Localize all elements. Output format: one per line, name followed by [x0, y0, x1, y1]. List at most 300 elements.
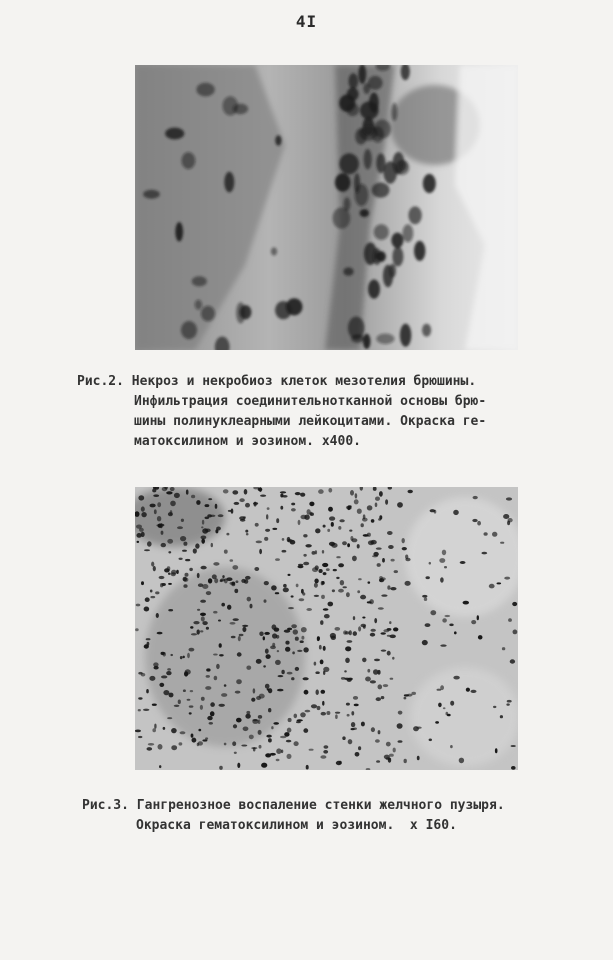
leukocyte-dot [241, 579, 246, 583]
leukocyte-dot [322, 550, 324, 554]
leukocyte-dot [331, 522, 334, 527]
leukocyte-dot [394, 570, 398, 573]
leukocyte-dot [493, 706, 496, 708]
leukocyte-dot [367, 533, 371, 537]
leukocyte-dot [183, 542, 187, 546]
leukocyte-dot [336, 577, 339, 579]
leukocyte-dot [327, 529, 330, 532]
leukocyte-dot [303, 647, 308, 652]
leukocyte-dot [471, 620, 476, 624]
leukocyte-dot [294, 741, 299, 746]
cell-nucleus [374, 224, 389, 240]
leukocyte-dot [318, 489, 324, 494]
leukocyte-dot [224, 550, 228, 554]
leukocyte-dot [197, 609, 200, 611]
leukocyte-dot [147, 747, 153, 751]
leukocyte-dot [141, 512, 146, 517]
leukocyte-dot [183, 689, 186, 692]
cell-nucleus [383, 265, 393, 288]
leukocyte-dot [434, 510, 437, 514]
leukocyte-dot [319, 569, 323, 573]
leukocyte-dot [344, 670, 347, 672]
leukocyte-dot [376, 547, 382, 549]
leukocyte-dot [205, 504, 210, 507]
leukocyte-dot [321, 690, 326, 694]
leukocyte-dot [233, 724, 237, 728]
leukocyte-dot [280, 506, 283, 510]
cell-nucleus [355, 184, 369, 206]
cell-nucleus [355, 128, 367, 144]
leukocyte-dot [236, 679, 242, 684]
leukocyte-dot [259, 549, 262, 554]
leukocyte-dot [283, 588, 289, 593]
leukocyte-dot [404, 759, 407, 763]
leukocyte-dot [160, 583, 163, 587]
leukocyte-dot [271, 585, 277, 590]
leukocyte-dot [280, 736, 286, 738]
leukocyte-dot [168, 583, 172, 585]
leukocyte-dot [382, 558, 385, 563]
leukocyte-dot [349, 630, 352, 635]
leukocyte-dot [295, 492, 301, 495]
cell-nucleus [339, 153, 359, 174]
leukocyte-dot [268, 738, 272, 742]
leukocyte-dot [328, 488, 332, 493]
leukocyte-dot [321, 712, 326, 716]
leukocyte-dot [322, 581, 325, 585]
leukocyte-dot [315, 565, 319, 570]
leukocyte-dot [303, 728, 308, 733]
leukocyte-dot [368, 581, 371, 583]
leukocyte-dot [371, 629, 376, 632]
leukocyte-dot [304, 690, 309, 695]
cell-nucleus [196, 83, 214, 97]
leukocyte-dot [253, 688, 256, 693]
leukocyte-dot [426, 576, 430, 579]
caption-line: Рис.3. Гангренозное воспаление стенки желчного пузыря. [82, 798, 505, 813]
leukocyte-dot [506, 497, 512, 500]
leukocyte-dot [323, 525, 326, 528]
leukocyte-dot [299, 598, 305, 601]
leukocyte-dot [200, 613, 206, 616]
leukocyte-dot [158, 744, 163, 750]
leukocyte-dot [242, 625, 248, 627]
leukocyte-dot [512, 602, 517, 606]
leukocyte-dot [144, 549, 150, 551]
leukocyte-dot [300, 493, 305, 497]
leukocyte-dot [375, 739, 380, 743]
leukocyte-dot [417, 756, 420, 761]
leukocyte-dot [265, 649, 269, 654]
leukocyte-dot [214, 676, 218, 681]
cell-nucleus [360, 209, 369, 217]
leukocyte-dot [151, 562, 154, 567]
leukocyte-dot [500, 715, 503, 718]
leukocyte-dot [297, 650, 302, 652]
leukocyte-dot [291, 595, 294, 597]
leukocyte-dot [378, 730, 381, 734]
leukocyte-dot [331, 543, 337, 548]
leukocyte-dot [245, 714, 250, 719]
cell-nucleus [391, 233, 403, 248]
leukocyte-dot [246, 533, 249, 535]
leukocyte-dot [309, 502, 314, 507]
leukocyte-dot [215, 529, 218, 533]
leukocyte-dot [416, 727, 421, 729]
leukocyte-dot [367, 669, 370, 673]
leukocyte-dot [295, 667, 299, 671]
leukocyte-dot [301, 627, 307, 632]
leukocyte-dot [507, 700, 512, 703]
leukocyte-dot [147, 642, 150, 646]
leukocyte-dot [236, 718, 242, 723]
leukocyte-dot [408, 490, 413, 493]
cell-nucleus [376, 153, 385, 173]
leukocyte-dot [303, 534, 307, 537]
leukocyte-dot [335, 627, 341, 631]
leukocyte-dot [202, 621, 207, 625]
leukocyte-dot [280, 491, 286, 493]
leukocyte-dot [243, 727, 249, 732]
leukocyte-dot [145, 597, 150, 602]
leukocyte-dot [231, 636, 236, 639]
cell-nucleus [363, 334, 371, 349]
leukocyte-dot [242, 627, 246, 632]
leukocyte-dot [182, 550, 187, 552]
leukocyte-dot [238, 636, 241, 641]
leukocyte-dot [390, 587, 396, 590]
leukocyte-dot [324, 745, 329, 748]
leukocyte-dot [200, 630, 203, 632]
leukocyte-dot [186, 490, 189, 495]
leukocyte-dot [213, 654, 218, 656]
leukocyte-dot [304, 515, 309, 520]
leukocyte-dot [277, 650, 279, 652]
leukocyte-dot [361, 624, 367, 628]
leukocyte-dot [317, 706, 321, 710]
leukocyte-dot [259, 745, 262, 749]
leukocyte-dot [435, 721, 439, 724]
leukocyte-dot [373, 669, 378, 675]
micrograph-figure-3 [135, 487, 518, 770]
leukocyte-dot [157, 502, 161, 507]
leukocyte-dot [232, 565, 238, 570]
leukocyte-dot [389, 754, 394, 757]
leukocyte-dot [513, 630, 518, 635]
leukocyte-dot [389, 621, 391, 624]
leukocyte-dot [266, 735, 271, 738]
leukocyte-dot [168, 551, 171, 553]
leukocyte-dot [503, 514, 509, 519]
leukocyte-dot [439, 558, 445, 563]
leukocyte-dot [291, 503, 295, 506]
leukocyte-dot [146, 689, 149, 693]
leukocyte-dot [256, 696, 261, 700]
leukocyte-dot [179, 742, 183, 745]
leukocyte-dot [343, 630, 347, 634]
leukocyte-dot [370, 540, 376, 545]
leukocyte-dot [405, 558, 410, 562]
leukocyte-dot [247, 597, 251, 602]
cell-nucleus [400, 160, 407, 170]
leukocyte-dot [338, 589, 344, 593]
leukocyte-dot [504, 577, 510, 580]
leukocyte-dot [351, 711, 354, 715]
leukocyte-dot [316, 689, 319, 695]
leukocyte-dot [422, 640, 428, 645]
leukocyte-dot [376, 697, 381, 701]
leukocyte-dot [362, 518, 368, 522]
leukocyte-dot [300, 712, 306, 717]
leukocyte-dot [191, 633, 197, 635]
leukocyte-dot [314, 595, 319, 597]
leukocyte-dot [207, 514, 212, 517]
leukocyte-dot [404, 697, 407, 700]
leukocyte-dot [264, 599, 267, 602]
leukocyte-dot [294, 714, 298, 719]
leukocyte-dot [201, 697, 205, 701]
leukocyte-dot [379, 491, 383, 497]
leukocyte-dot [471, 690, 477, 693]
leukocyte-dot [201, 526, 203, 528]
leukocyte-dot [219, 704, 225, 707]
caption-line: матоксилином и эозином. х400. [134, 434, 361, 449]
leukocyte-dot [322, 701, 324, 706]
leukocyte-dot [387, 531, 393, 535]
leukocyte-dot [213, 562, 219, 566]
leukocyte-dot [141, 581, 144, 585]
leukocyte-dot [345, 646, 351, 651]
leukocyte-dot [153, 566, 156, 571]
leukocyte-dot [264, 632, 270, 635]
cell-nucleus [165, 128, 184, 140]
leukocyte-dot [296, 584, 299, 588]
leukocyte-dot [453, 676, 459, 680]
leukocyte-dot [284, 732, 289, 737]
cell-nucleus [347, 88, 359, 101]
leukocyte-dot [171, 745, 177, 750]
cell-nucleus [343, 267, 353, 275]
leukocyte-dot [362, 617, 365, 619]
leukocyte-dot [478, 635, 483, 639]
leukocyte-dot [358, 746, 361, 750]
cell-nucleus [143, 190, 160, 199]
leukocyte-dot [328, 602, 334, 607]
leukocyte-dot [168, 609, 173, 611]
leukocyte-dot [146, 638, 151, 640]
leukocyte-dot [314, 579, 318, 584]
leukocyte-dot [393, 627, 398, 631]
cell-nucleus [364, 149, 372, 169]
leukocyte-dot [339, 519, 344, 522]
leukocyte-dot [282, 550, 287, 553]
leukocyte-dot [326, 568, 330, 571]
leukocyte-dot [338, 563, 344, 567]
leukocyte-dot [405, 581, 411, 586]
leukocyte-dot [155, 591, 159, 594]
leukocyte-dot [239, 498, 244, 502]
leukocyte-dot [141, 506, 145, 511]
leukocyte-dot [219, 643, 222, 648]
leukocyte-dot [150, 596, 155, 598]
leukocyte-dot [266, 754, 270, 757]
cell-nucleus [349, 73, 359, 89]
leukocyte-dot [352, 556, 357, 562]
leukocyte-dot [246, 666, 251, 670]
leukocyte-dot [362, 658, 366, 663]
leukocyte-dot [178, 700, 181, 705]
leukocyte-dot [274, 628, 280, 632]
leukocyte-dot [196, 500, 200, 505]
leukocyte-dot [174, 705, 180, 707]
leukocyte-dot [171, 570, 177, 575]
cell-nucleus [403, 224, 414, 242]
cell-nucleus [376, 251, 386, 262]
leukocyte-dot [390, 678, 394, 680]
leukocyte-dot [281, 750, 283, 754]
leukocyte-dot [353, 631, 357, 636]
leukocyte-dot [147, 541, 152, 546]
leukocyte-dot [162, 487, 168, 491]
leukocyte-dot [293, 629, 298, 634]
leukocyte-dot [407, 694, 412, 697]
leukocyte-dot [371, 519, 375, 523]
leukocyte-dot [385, 499, 388, 505]
leukocyte-dot [244, 489, 248, 495]
leukocyte-dot [411, 692, 416, 695]
leukocyte-dot [180, 536, 186, 541]
leukocyte-dot [234, 502, 240, 505]
leukocyte-dot [197, 629, 200, 634]
leukocyte-dot [143, 709, 149, 711]
cell-nucleus [372, 183, 390, 198]
leukocyte-dot [283, 584, 287, 588]
leukocyte-dot [277, 689, 283, 692]
leukocyte-dot [388, 545, 394, 549]
leukocyte-dot [460, 561, 466, 564]
leukocyte-dot [398, 711, 403, 715]
leukocyte-dot [263, 665, 266, 667]
leukocyte-dot [449, 624, 453, 627]
leukocyte-dot [328, 507, 333, 512]
leukocyte-dot [330, 633, 336, 639]
leukocyte-dot [358, 626, 361, 631]
leukocyte-dot [263, 636, 265, 640]
leukocyte-dot [291, 508, 296, 511]
leukocyte-dot [232, 741, 236, 746]
leukocyte-dot [157, 516, 161, 521]
leukocyte-dot [170, 487, 175, 491]
leukocyte-dot [357, 544, 360, 548]
leukocyte-dot [266, 654, 271, 659]
leukocyte-dot [429, 739, 432, 742]
leukocyte-dot [287, 672, 293, 675]
leukocyte-dot [361, 523, 364, 527]
leukocyte-dot [314, 583, 318, 588]
leukocyte-dot [440, 644, 446, 646]
leukocyte-dot [375, 497, 380, 501]
leukocyte-dot [298, 520, 301, 525]
leukocyte-dot [315, 671, 319, 674]
leukocyte-dot [370, 633, 375, 637]
cell-nucleus [192, 276, 207, 286]
leukocyte-dot [291, 677, 294, 680]
leukocyte-dot [282, 538, 285, 541]
leukocyte-dot [284, 630, 290, 633]
leukocyte-dot [303, 677, 309, 680]
leukocyte-dot [348, 506, 352, 510]
leukocyte-dot [360, 595, 366, 600]
cell-nucleus [195, 300, 202, 310]
cell-nucleus [400, 324, 411, 347]
leukocyte-dot [167, 668, 171, 671]
leukocyte-dot [442, 618, 447, 622]
leukocyte-dot [357, 509, 362, 514]
leukocyte-dot [222, 575, 224, 578]
leukocyte-dot [507, 521, 510, 526]
leukocyte-dot [347, 714, 350, 717]
leukocyte-dot [506, 703, 509, 705]
leukocyte-dot [197, 573, 200, 578]
leukocyte-dot [376, 760, 380, 763]
cell-nucleus [360, 101, 379, 119]
leukocyte-dot [181, 519, 184, 522]
leukocyte-dot [201, 536, 207, 540]
leukocyte-dot [206, 591, 211, 595]
leukocyte-dot [323, 750, 328, 754]
leukocyte-dot [168, 512, 173, 516]
leukocyte-dot [138, 672, 142, 675]
leukocyte-dot [183, 656, 185, 659]
cell-nucleus [423, 174, 436, 193]
cell-nucleus [181, 321, 197, 339]
leukocyte-dot [219, 654, 224, 656]
leukocyte-dot [300, 640, 304, 643]
cell-nucleus [414, 241, 425, 261]
leukocyte-dot [167, 717, 172, 719]
leukocyte-dot [276, 518, 279, 523]
leukocyte-dot [206, 668, 210, 671]
leukocyte-dot [381, 650, 387, 652]
caption-line: шины полинуклеарными лейкоцитами. Окраска ге- [134, 414, 487, 429]
leukocyte-dot [159, 683, 164, 687]
leukocyte-dot [259, 632, 263, 637]
leukocyte-dot [272, 528, 277, 530]
leukocyte-dot [144, 607, 150, 612]
leukocyte-dot [275, 558, 280, 561]
leukocyte-dot [206, 627, 209, 630]
cell-nucleus [335, 173, 351, 191]
leukocyte-dot [221, 693, 227, 697]
leukocyte-dot [230, 559, 234, 562]
cell-nucleus [175, 222, 183, 241]
leukocyte-dot [323, 572, 327, 575]
leukocyte-dot [344, 678, 349, 680]
leukocyte-dot [338, 526, 341, 530]
leukocyte-dot [353, 696, 358, 700]
leukocyte-dot [333, 569, 337, 571]
leukocyte-dot [355, 493, 358, 498]
leukocyte-dot [381, 594, 387, 596]
leukocyte-dot [234, 589, 238, 593]
leukocyte-dot [245, 503, 250, 508]
leukocyte-dot [383, 684, 388, 687]
leukocyte-dot [191, 495, 195, 499]
leukocyte-dot [508, 618, 512, 622]
leukocyte-dot [323, 671, 325, 675]
leukocyte-dot [372, 555, 378, 557]
leukocyte-dot [232, 490, 238, 494]
